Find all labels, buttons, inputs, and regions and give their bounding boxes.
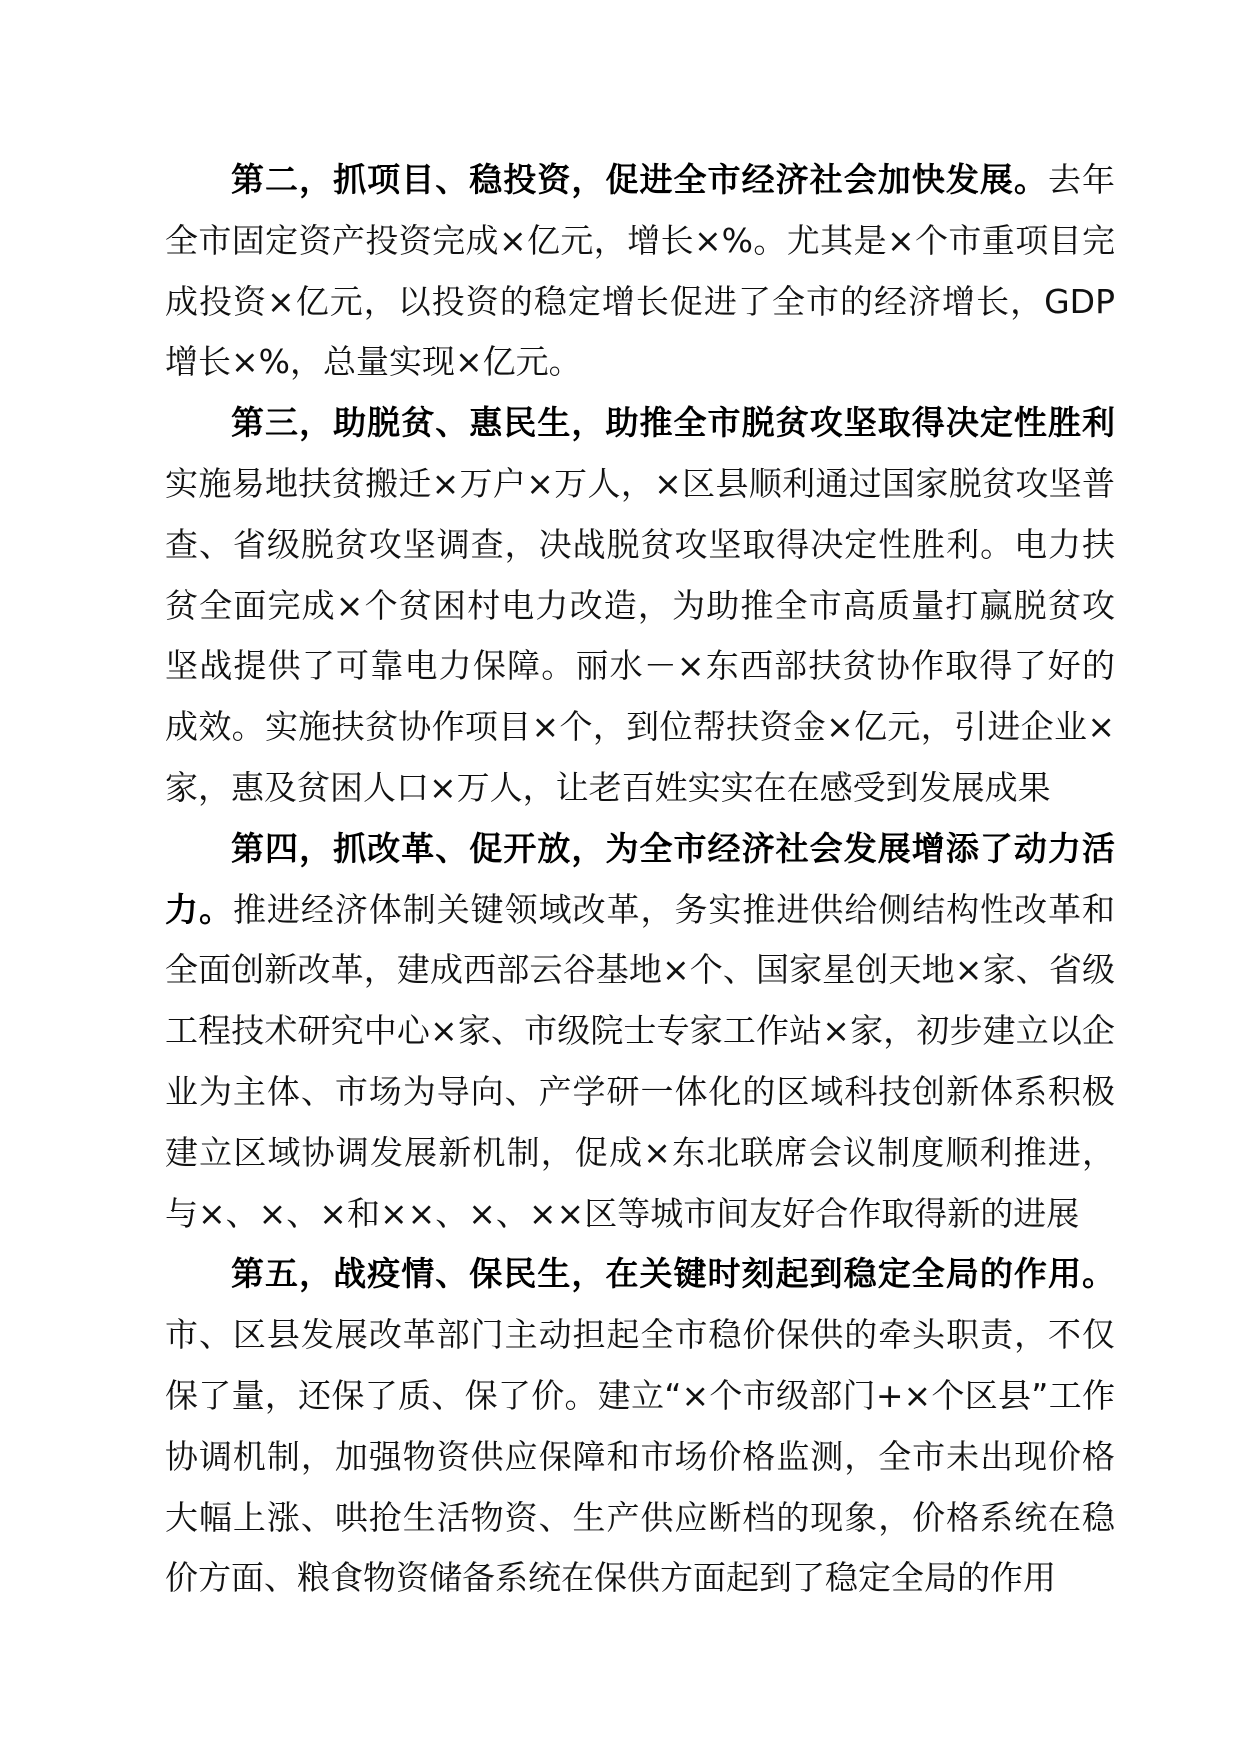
paragraph-text: 实施易地扶贫搬迁×万户×万人，×区县顺利通过国家脱贫攻坚普查、省级脱贫攻坚调查，决战脱贫攻坚取得决定性胜利。电力扶贫全面完成×个贫困村电力改造，为助推全市高质量打赢脱贫攻坚战提供了可靠电力保障。丽水－×东西部扶贫协作取得了好的成效。实施扶贫协作项目×个，到位帮扶资金×亿元，引进企业×家，惠及贫困人口×万人，让老百姓实实在在感受到发展成果: [165, 463, 1115, 807]
paragraph-text: 去年全市固定资产投资完成×亿元，增长×%。尤其是×个市重项目完成投资×亿元，以投资的稳定增长促进了全市的经济增长，GDP增长×%，总量实现×亿元。: [165, 160, 1116, 382]
paragraph-text: 市、区县发展改革部门主动担起全市稳价保供的牵头职责，不仅保了量，还保了质、保了价。建立“×个市级部门+×个区县”工作协调机制，加强物资供应保障和市场价格监测，全市未出现价格大幅上涨、哄抢生活物资、生产供应断档的现象，价格系统在稳价方面、粮食物资储备系统在保供方面起到了稳定全局的作用: [165, 1315, 1115, 1598]
document-body: [165, 150, 1115, 1609]
paragraph-poverty-alleviation: [165, 393, 1115, 819]
paragraph-heading: 第三，助脱贫、惠民生，助推全市脱贫攻坚取得决定性胜利: [231, 403, 1115, 443]
paragraph-epidemic-livelihood: [165, 1244, 1115, 1609]
paragraph-reform-opening: [165, 819, 1115, 1245]
paragraph-heading: 第四，抓改革、促开放，为全市经济社会发展增添了动力活力。: [165, 828, 1115, 929]
paragraph-heading: 第二，抓项目、稳投资，促进全市经济社会加快发展。: [231, 160, 1048, 199]
paragraph-heading: 第五，战疫情、保民生，在关键时刻起到稳定全局的作用。: [231, 1254, 1115, 1294]
paragraph-investment: [165, 150, 1115, 393]
paragraph-text: 推进经济体制关键领域改革，务实推进供给侧结构性改革和全面创新改革，建成西部云谷基地×个、国家星创天地×家、省级工程技术研究中心×家、市级院士专家工作站×家，初步建立以企业为主体、市场为导向、产学研一体化的区域科技创新体系积极建立区域协调发展新机制，促成×东北联席会议制度顺利推进，与×、×、×和××、×、××区等城市间友好合作取得新的进展: [165, 889, 1116, 1233]
